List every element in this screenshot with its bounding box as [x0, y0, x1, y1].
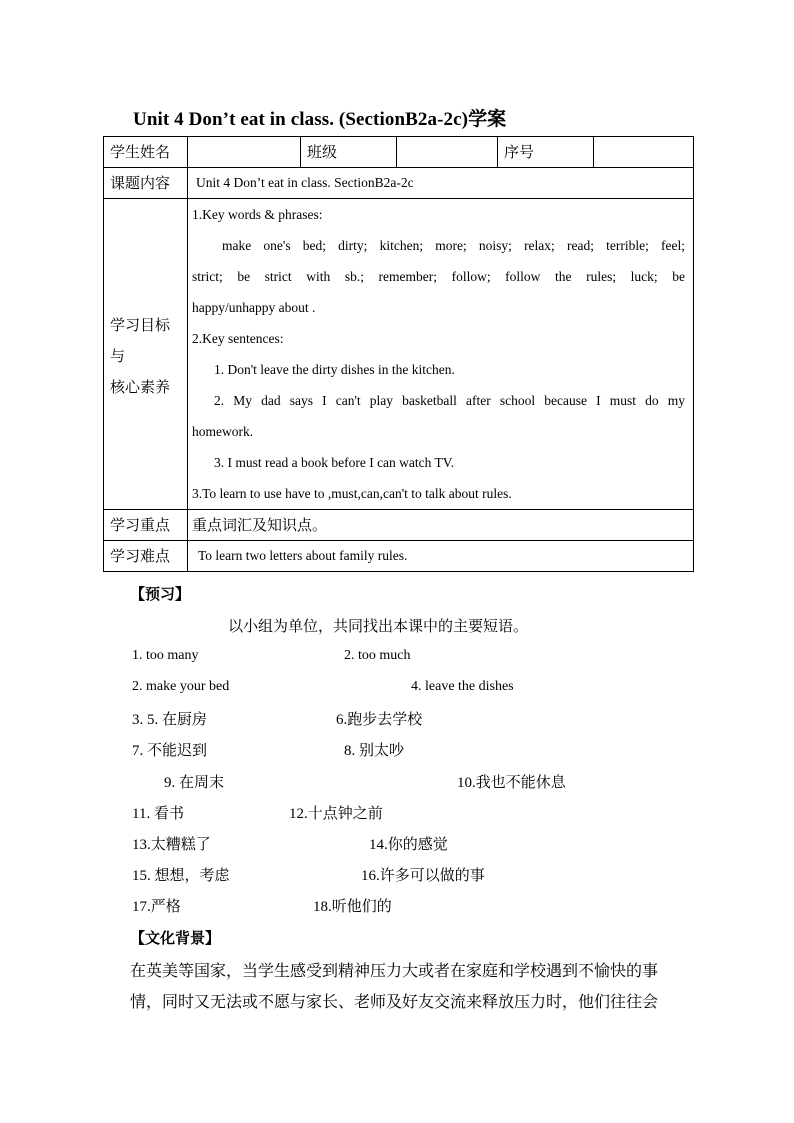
goal-line: 3. I must read a book before I can watch TV.	[214, 455, 455, 470]
phrase-item: 4. leave the dishes	[411, 679, 514, 694]
table-row	[104, 137, 694, 168]
phrase-item: 9. 在周末	[164, 775, 225, 791]
phrase-item: 17.严格	[132, 899, 181, 915]
phrase-item: 2. too much	[344, 648, 411, 663]
difficulty-value: To learn two letters about family rules.	[188, 541, 694, 572]
culture-paragraph-line: 在英美等国家，当学生感受到精神压力大或者在家庭和学校遇到不愉快的事	[130, 961, 659, 980]
info-table	[103, 136, 694, 572]
preview-heading: 【预习】	[130, 585, 191, 603]
phrase-item: 12.十点钟之前	[289, 806, 383, 822]
goal-line: homework.	[192, 424, 254, 439]
phrase-item: 1. too many	[132, 648, 199, 663]
page-title: Unit 4 Don’t eat in class. (SectionB2a-2c)学案	[133, 109, 507, 130]
goal-label	[104, 199, 188, 510]
phrase-item: 14.你的感觉	[369, 837, 448, 853]
topic-value: Unit 4 Don’t eat in class. SectionB2a-2c	[188, 168, 694, 199]
phrase-item: 3. 5. 在厨房	[132, 712, 208, 728]
goal-line: strict; be strict with sb.; remember; follow; follow the rules; luck; be	[192, 269, 685, 284]
difficulty-label: 学习难点	[104, 541, 188, 572]
table-row	[104, 510, 694, 541]
goal-line: make one's bed; dirty; kitchen; more; noisy; relax; read; terrible; feel;	[222, 238, 685, 253]
phrase-item: 16.许多可以做的事	[361, 868, 485, 884]
key-points-value: 重点词汇及知识点。	[188, 510, 694, 541]
culture-heading: 【文化背景】	[130, 929, 221, 947]
goal-label-line: 核心素养	[110, 378, 171, 396]
phrase-item: 13.太糟糕了	[132, 837, 211, 853]
table-row	[104, 168, 694, 199]
goal-line: 3.To learn to use have to ,must,can,can't to talk about rules.	[192, 486, 512, 501]
phrase-item: 2. make your bed	[132, 679, 230, 694]
student-name-label: 学生姓名	[104, 137, 188, 168]
student-name-field[interactable]	[188, 137, 301, 168]
phrase-item: 8. 别太吵	[344, 743, 405, 759]
goal-line: happy/unhappy about .	[192, 300, 316, 315]
phrase-item: 18.听他们的	[313, 899, 392, 915]
class-field[interactable]	[397, 137, 498, 168]
table-row	[104, 541, 694, 572]
phrase-item: 10.我也不能休息	[457, 775, 566, 791]
goal-line: 1. Don't leave the dirty dishes in the kitchen.	[214, 362, 455, 377]
topic-label: 课题内容	[104, 168, 188, 199]
preview-instruction: 以小组为单位，共同找出本课中的主要短语。	[228, 619, 529, 635]
phrase-item: 11. 看书	[132, 806, 184, 822]
goal-label-line: 与	[110, 347, 126, 365]
goal-content	[188, 199, 694, 510]
goal-line: 2.Key sentences:	[192, 331, 284, 346]
seat-label: 序号	[498, 137, 594, 168]
key-points-label: 学习重点	[104, 510, 188, 541]
goal-label-line: 学习目标	[110, 316, 171, 334]
phrase-item: 7. 不能迟到	[132, 743, 208, 759]
seat-field[interactable]	[594, 137, 694, 168]
culture-paragraph-line: 情，同时又无法或不愿与家长、老师及好友交流来释放压力时，他们往往会	[130, 992, 659, 1011]
phrase-item: 6.跑步去学校	[336, 712, 423, 728]
goal-line: 2. My dad says I can't play basketball after school because I must do my	[214, 393, 685, 408]
phrase-item: 15. 想想，考虑	[132, 868, 230, 884]
table-row	[104, 199, 694, 510]
class-label: 班级	[301, 137, 397, 168]
goal-line: 1.Key words & phrases:	[192, 207, 323, 222]
